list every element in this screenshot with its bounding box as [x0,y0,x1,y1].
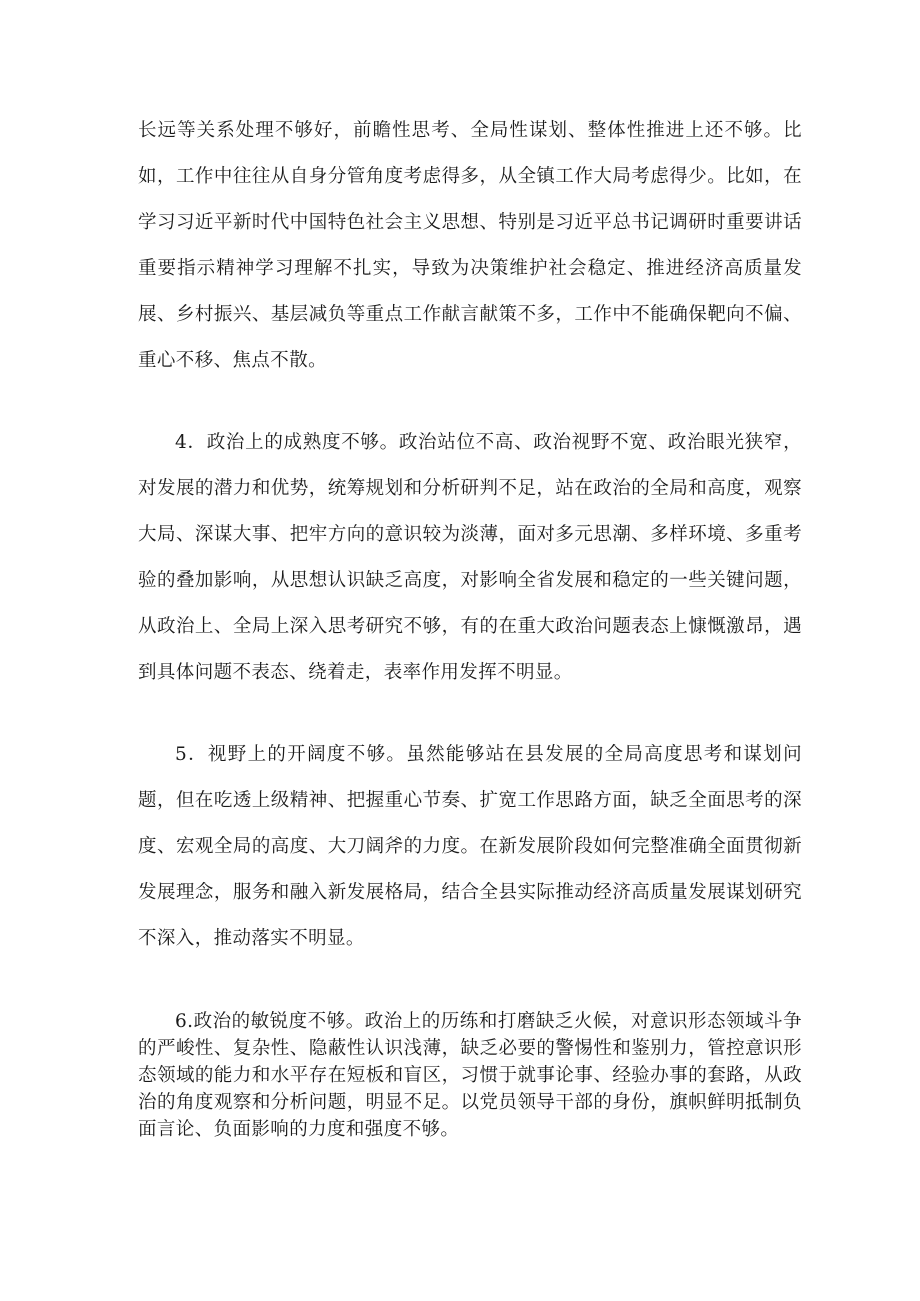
paragraph-item-6: 6.政治的敏锐度不够。政治上的历练和打磨缺乏火候，对意识形态领域斗争的严峻性、复杂性、隐蔽性认识浅薄，缺乏必要的警惕性和鉴别力，管控意识形态领域的能力和水平存在短板和盲区，习惯于就事论事、经验办事的套路，从政治的角度观察和分析问题，明显不足。以党员领导干部的身份，旗帜鲜明抵制负面言论、负面影响的力度和强度不够。 [138,1011,802,1140]
paragraph-item-5: 5．视野上的开阔度不够。虽然能够站在县发展的全局高度思考和谋划问题，但在吃透上级精神、把握重心节奏、扩宽工作思路方面，缺乏全面思考的深度、宏观全局的高度、大刀阔斧的力度。在新发展阶段如何完整准确全面贯彻新发展理念，服务和融入新发展格局，结合全县实际推动经济高质量发展谋划研究不深入，推动落实不明显。 [138,744,802,949]
paragraph-item-4: 4．政治上的成熟度不够。政治站位不高、政治视野不宽、政治眼光狭窄，对发展的潜力和优势，统筹规划和分析研判不足，站在政治的全局和高度，观察大局、深谋大事、把牢方向的意识较为淡薄，面对多元思潮、多样环境、多重考验的叠加影响，从思想认识缺乏高度，对影响全省发展和稳定的一些关键问题，从政治上、全局上深入思考研究不够，有的在重大政治问题表态上慷慨激昂，遇到具体问题不表态、绕着走，表率作用发挥不明显。 [138,432,802,683]
paragraph-continuation: 长远等关系处理不够好，前瞻性思考、全局性谋划、整体性推进上还不够。比如，工作中往往从自身分管角度考虑得多，从全镇工作大局考虑得少。比如，在学习习近平新时代中国特色社会主义思想、特别是习近平总书记调研时重要讲话重要指示精神学习理解不扎实，导致为决策维护社会稳定、推进经济高质量发展、乡村振兴、基层减负等重点工作献言献策不多，工作中不能确保靶向不偏、重心不移、焦点不散。 [138,120,802,371]
document-page [138,108,802,1143]
